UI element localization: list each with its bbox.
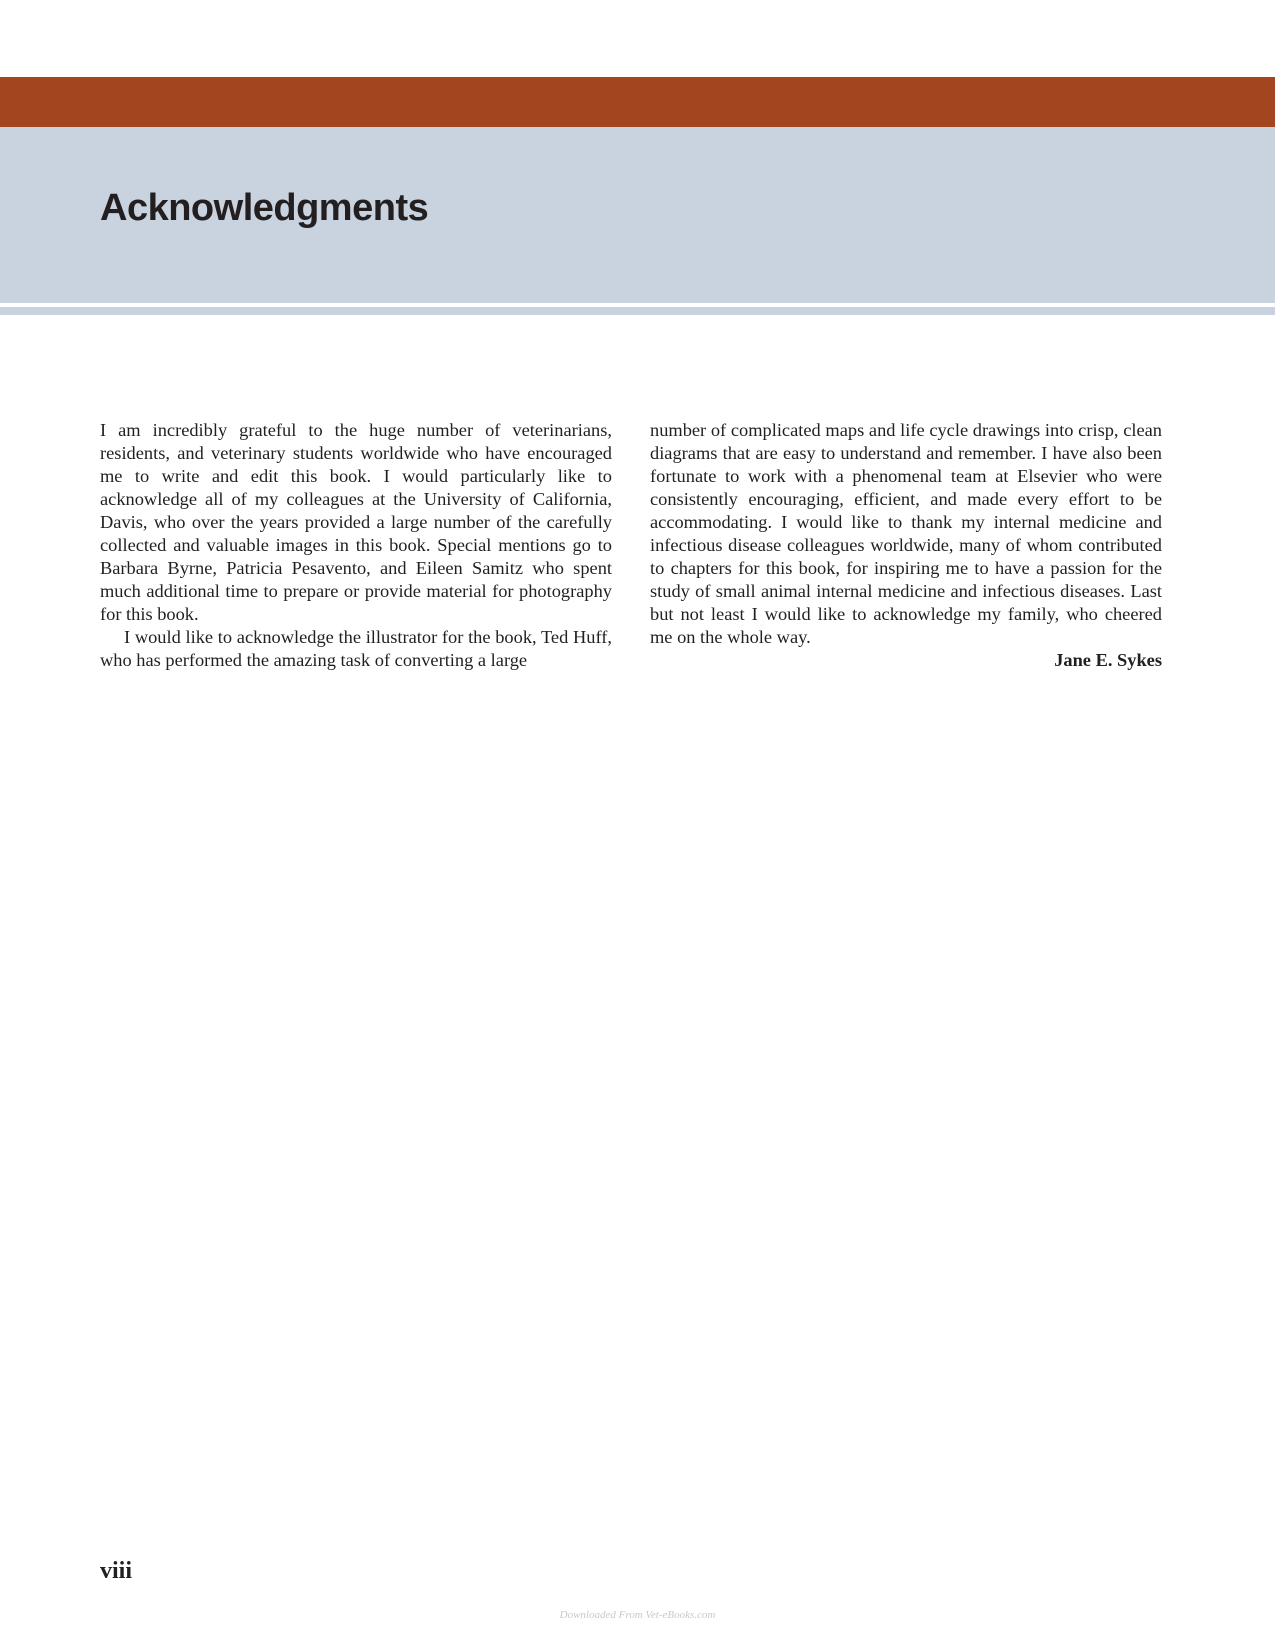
right-column	[650, 419, 1162, 672]
page-title: Acknowledgments	[100, 187, 429, 229]
header-rule	[0, 307, 1275, 315]
author-signature: Jane E. Sykes	[1054, 650, 1162, 670]
paragraph-1: I am incredibly grateful to the huge number of veterinarians, residents, and veterinary students worldwide who have encouraged me to write and edit this book. I would particularly like to acknowledge all of my colleagues at the University of California, Davis, who over the years provided a large number of the carefully collected and valuable images in this book. Special mentions go to Barbara Byrne, Patricia Pesavento, and Eileen Samitz who spent much additional time to prepare or provide material for photography for this book.	[100, 420, 612, 624]
left-column	[100, 419, 612, 672]
watermark: Downloaded From Vet-eBooks.com	[559, 1609, 716, 1621]
paragraph-2: I would like to acknowledge the illustrator for the book, Ted Huff, who has performed the amazing task of converting a large	[100, 627, 612, 670]
page-number: viii	[100, 1558, 133, 1584]
header-accent-bar	[0, 77, 1275, 127]
paragraph-2-continued: number of complicated maps and life cycle drawings into crisp, clean diagrams that are easy to understand and remember. I have also been fortunate to work with a phenomenal team at Elsevier who were consistently encouraging, efficient, and made every effort to be accommodating. I would like to thank my internal medicine and infectious disease colleagues worldwide, many of whom contributed to chapters for this book, for inspiring me to have a passion for the study of small animal internal medicine and infectious diseases. Last but not least I would like to acknowledge my family, who cheered me on the whole way.	[650, 420, 1162, 647]
